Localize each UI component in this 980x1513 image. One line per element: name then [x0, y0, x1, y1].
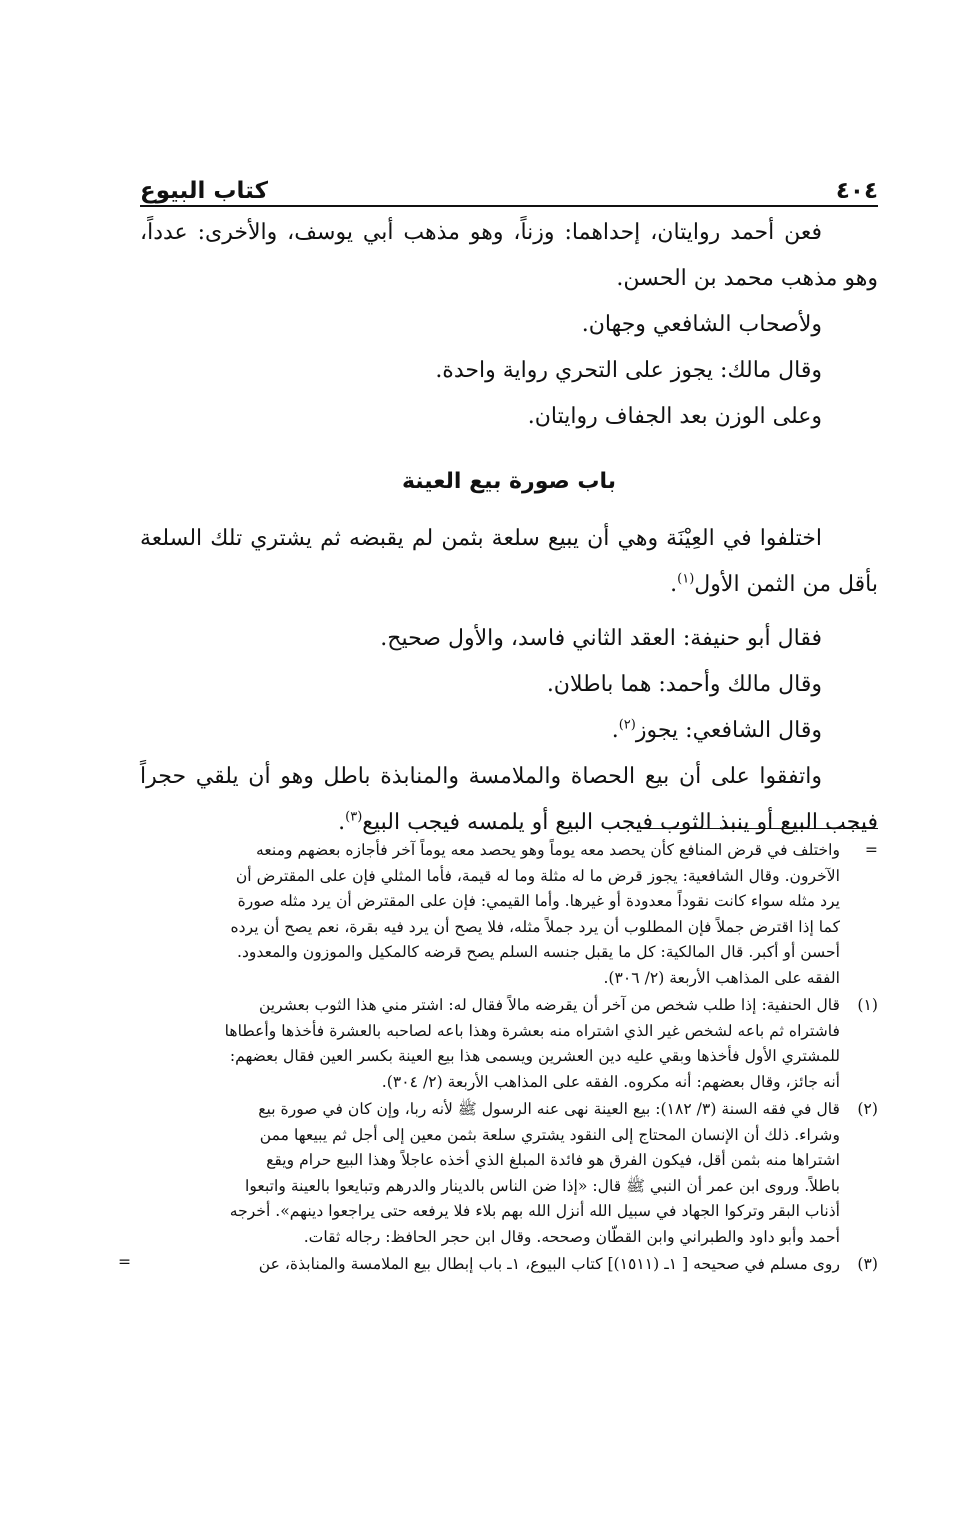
paragraph-text: واتفقوا على أن بيع الحصاة والملامسة والمنابذة باطل وهو أن يلقي حجراً فيجب البيع أو ينبذ الثوب فيجب البيع أو يلمسه فيجب البيع	[140, 764, 878, 835]
paragraph-malik-tahari: وقال مالك: يجوز على التحري رواية واحدة.	[435, 358, 822, 383]
footnote-number: (٢)	[857, 1100, 878, 1118]
paragraph-abu-hanifa: فقال أبو حنيفة: العقد الثاني فاسد، والأول صحيح.	[380, 626, 822, 651]
footnote-number: (١)	[857, 996, 878, 1014]
footnote-continuation	[140, 838, 878, 991]
section-title: باب صورة بيع العينة	[401, 469, 617, 494]
paragraph-shafii-companions: ولأصحاب الشافعي وجهان.	[581, 312, 822, 337]
footnote-text	[140, 838, 840, 991]
footnote-1	[140, 993, 878, 1095]
continuation-mark: =	[864, 841, 878, 859]
footnote-line: أنه جائز، وقال بعضهم: أنه مكروه. الفقه على المذاهب الأربعة (٢/ ٣٠٤).	[381, 1072, 840, 1091]
footnote-line: أذناب البقر وتركوا الجهاد في سبيل الله أنزل الله بهم بلاء فلا يرفعه حتى يراجعوا دينهم». أخرجه	[229, 1202, 840, 1220]
footnote-line: قال الحنفية: إذا طلب شخص من آخر أن يقرضه مالاً فقال له: اشتر مني هذا الثوب بعشرين	[258, 996, 840, 1014]
footnote-line: أحسن أو أكبر. قال المالكية: كل ما يقبل جنسه السلم يصح قرضه كالمكيل والموزون والمعدود.	[237, 943, 840, 961]
footnote-line: وشراء. ذلك أن الإنسان المحتاج إلى النقود يشتري سلعة بثمن معين إلى أجل ثم يبيعها ممن	[259, 1125, 840, 1144]
paragraph-ina-definition	[140, 516, 878, 608]
footnote-line: باطلاً. وروى ابن عمر أن النبي ﷺ قال: «إذا ضن الناس بالدينار والدرهم وتبايعوا بالعينة واتبعوا	[245, 1176, 840, 1195]
footnote-line: الآخرون. وقال الشافعية: يجوز قرض ما له مثلة وما له قيمة، فأما المثلي فإن على المقترض أن	[235, 866, 840, 885]
period: .	[670, 572, 678, 597]
footnote-line: أحمد وأبو داود والطبراني وابن القطّان وصححه. وقال ابن حجر الحافظ: رجاله ثقات.	[303, 1227, 840, 1246]
footnote-line: فاشتراه ثم باعه لشخص غير الذي اشتراه منه بعشرة وهذا باعه لصاحبه بالعشرة فأخذها وأعطاها	[224, 1021, 840, 1040]
footnote-3	[118, 1252, 878, 1278]
footnote-line: الفقه على المذاهب الأربعة (٢/ ٣٠٦).	[603, 968, 840, 987]
footnote-line: واختلف في قرض المنافع كأن يحصد معه يوماً وهو يحصد معه يوماً آخر فأجازه بعضهم ومنعه	[256, 841, 840, 859]
footnote-2	[140, 1097, 878, 1250]
paragraph-ahmad-two-narrations: فعن أحمد روايتان، إحداهما: وزناً، وهو مذهب أبي يوسف، والأخرى: عدداً، وهو مذهب محمد بن الحسن.	[140, 220, 878, 291]
paragraph-text: اختلفوا في العِيْنَة وهي أن يبيع سلعة بثمن لم يقبضه ثم يشتري تلك السلعة بأقل من الثمن الأول	[140, 526, 878, 597]
footnote-ref-1[interactable]: (١)	[677, 571, 695, 587]
footnote-line: يرد مثله سواء كانت نقوداً معدودة أو غيرها. وأما القيمي: فإن على المقترض أن يرد مثله صورة	[237, 892, 840, 910]
period: .	[611, 718, 619, 743]
header-rule	[140, 205, 878, 207]
paragraph-text: وقال الشافعي: يجوز	[635, 718, 822, 743]
footnote-separator	[640, 828, 878, 829]
footnote-line: اشتراها منه بثمن أقل، فيكون الفرق هو فائدة المبلغ الذي أخذه عاجلاً وهذا البيع حرام ويقع	[266, 1151, 840, 1169]
paragraph-weight-after-drying: وعلى الوزن بعد الجفاف روايتان.	[527, 404, 822, 429]
period: .	[338, 810, 346, 835]
footnote-ref-3[interactable]: (٣)	[345, 809, 363, 825]
book-title: كتاب البيوع	[140, 178, 268, 204]
footnote-text	[140, 993, 840, 1095]
running-head	[140, 166, 878, 204]
paragraph-hasat-mulamasa	[140, 754, 878, 846]
paragraph-shafii-permits	[140, 708, 878, 754]
page-number: ٤٠٤	[835, 178, 878, 204]
footnote-number: (٣)	[857, 1255, 878, 1273]
footnote-line: للمشتري الأول فأخذها وبقي عليه دين العشرين ويسمى هذا بيع العينة بكسر العين فقال بعضهم:	[229, 1047, 840, 1065]
continuation-mark: =	[118, 1253, 132, 1271]
footnote-ref-2[interactable]: (٢)	[618, 717, 636, 733]
footnote-text	[140, 1097, 840, 1250]
footnote-text	[140, 1252, 840, 1278]
footnotes	[118, 838, 878, 1280]
paragraph-malik-ahmad: وقال مالك وأحمد: هما باطلان.	[546, 672, 822, 697]
footnote-line: كما إذا اقترض جملاً فإن المطلوب أن يرد جملاً مثله، فلا يصح أن يرد فيه بقرة، نعم يصح أن يرده	[230, 917, 840, 936]
footnote-line: روى مسلم في صحيحه [ ١ـ (١٥١١)] كتاب البيوع، ١ـ باب إبطال بيع الملامسة والمنابذة، عن	[258, 1255, 840, 1273]
footnote-line: قال في فقه السنة (٣/ ١٨٢): بيع العينة نهى عنه الرسول ﷺ لأنه ربا، وإن كان في صورة بيع	[258, 1100, 840, 1118]
main-text	[140, 210, 878, 846]
